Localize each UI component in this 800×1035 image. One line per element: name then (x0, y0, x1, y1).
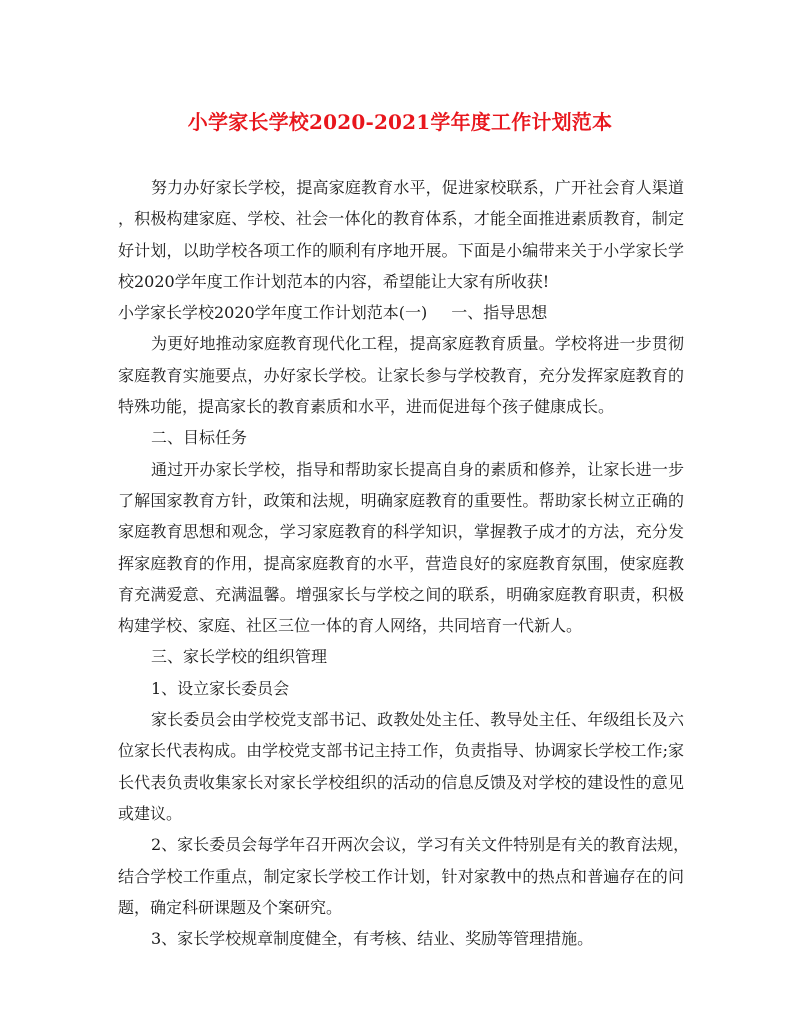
paragraph-line: 位家长代表构成。由学校党支部书记主持工作，负责指导、协调家长学校工作;家 (118, 741, 684, 761)
intro-line: 努力办好家长学校，提高家庭教育水平，促进家校联系，广开社会育人渠道 (151, 178, 684, 197)
document-title: 小学家长学校2020-2021学年度工作计划范本 (187, 110, 613, 134)
paragraph-line: 为更好地推动家庭教育现代化工程，提高家庭教育质量。学校将进一步贯彻 (151, 334, 684, 354)
paragraph-line: 挥家庭教育的作用，提高家庭教育的水平，营造良好的家庭教育氛围，使家庭教 (118, 553, 684, 573)
section-heading-3: 三、家长学校的组织管理 (151, 647, 328, 667)
subtitle-line (118, 297, 684, 328)
paragraph-line: 结合学校工作重点，制定家长学校工作计划，针对家教中的热点和普遍存在的问 (118, 866, 684, 886)
subsection-heading-3-1: 1、设立家长委员会 (151, 678, 290, 698)
paragraph-line: 或建议。 (118, 803, 183, 823)
section-heading-1: 一、指导思想 (451, 303, 548, 323)
paragraph-line: 特殊功能，提高家长的教育素质和水平，进而促进每个孩子健康成长。 (118, 397, 615, 417)
paragraph-line: 家庭教育实施要点，办好家长学校。让家长参与学校教育，充分发挥家庭教育的 (118, 365, 684, 385)
document-body (118, 172, 690, 954)
paragraph-line: 家长委员会由学校党支部书记、政教处处主任、教导处主任、年级组长及六 (151, 710, 684, 730)
paragraph-line: 通过开办家长学校，指导和帮助家长提高自身的素质和修养，让家长进一步 (151, 459, 684, 479)
paragraph-line: 育充满爱意、充满温馨。增强家长与学校之间的联系，明确家庭教育职责，积极 (118, 584, 684, 604)
intro-line: ，积极构建家庭、学校、社会一体化的教育体系，才能全面推进素质教育，制定 (118, 209, 684, 229)
paragraph-line: 构建学校、家庭、社区三位一体的育人网络，共同培育一代新人。 (118, 616, 583, 636)
section-heading-2: 二、目标任务 (151, 428, 248, 448)
intro-line: 好计划，以助学校各项工作的顺利有序地开展。下面是小编带来关于小学家长学 (118, 240, 684, 260)
paragraph-line: 了解国家教育方针，政策和法规，明确家庭教育的重要性。帮助家长树立正确的 (118, 490, 684, 510)
paragraph-line: 题，确定科研课题及个案研究。 (118, 897, 343, 917)
paragraph-line: 3、家长学校规章制度健全，有考核、结业、奖励等管理措施。 (151, 929, 594, 949)
intro-line: 校2020学年度工作计划范本的内容，希望能让大家有所收获! (118, 271, 550, 291)
paragraph-line: 长代表负责收集家长对家长学校组织的活动的信息反馈及对学校的建设性的意见 (118, 772, 684, 792)
paragraph-line: 家庭教育思想和观念，学习家庭教育的科学知识，掌握教子成才的方法，充分发 (118, 522, 684, 542)
document-subtitle: 小学家长学校2020学年度工作计划范本(一) (118, 303, 428, 323)
paragraph-line: 2、家长委员会每学年召开两次会议，学习有关文件特别是有关的教育法规， (151, 835, 690, 855)
